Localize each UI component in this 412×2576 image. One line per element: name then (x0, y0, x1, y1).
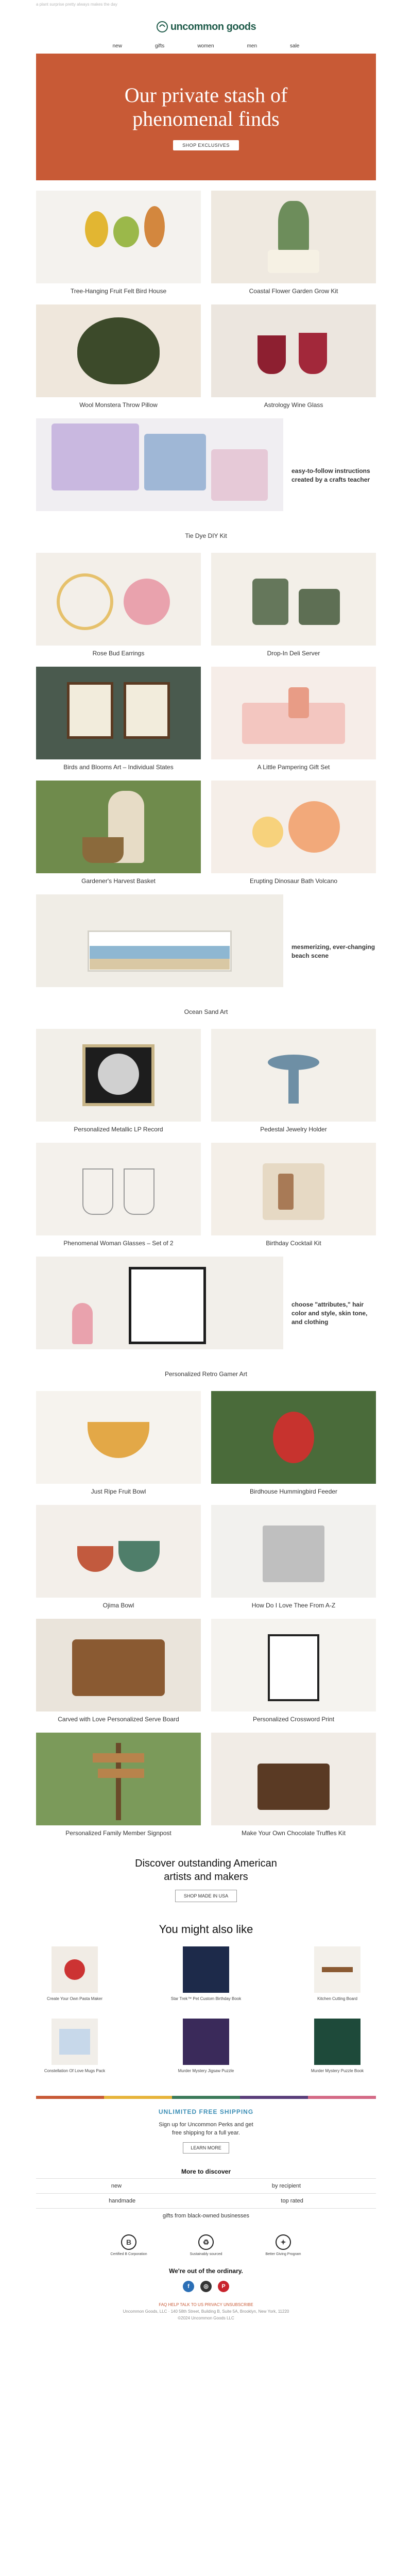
nav-women[interactable]: women (197, 43, 214, 49)
badges (0, 2234, 412, 2257)
product-tile[interactable] (36, 553, 201, 667)
product-row (36, 1143, 376, 1257)
instagram-icon[interactable]: ◎ (200, 2281, 212, 2292)
nav-new[interactable]: new (112, 43, 122, 49)
more-to-discover (36, 2165, 376, 2223)
recommendation-item[interactable]: Kitchen Cutting Board (299, 1946, 376, 2008)
product-tile[interactable] (36, 1619, 201, 1733)
product-tile[interactable] (211, 191, 376, 304)
recommendation-item[interactable]: Murder Mystery Jigsaw Puzzle (167, 2019, 245, 2080)
product-title[interactable]: Wool Monstera Throw Pillow (79, 401, 158, 409)
product-title[interactable]: Personalized Metallic LP Record (74, 1126, 163, 1133)
feature-row (36, 1257, 376, 1370)
facebook-icon[interactable]: f (183, 2281, 194, 2292)
link-by-recipient[interactable]: by recipient (271, 2183, 301, 2189)
product-title[interactable]: Carved with Love Personalized Serve Board (58, 1716, 179, 1723)
feature-row (36, 418, 376, 532)
product-image-crossword-print[interactable] (211, 1619, 376, 1711)
hero-banner[interactable] (36, 54, 376, 180)
badge-sustainable: ♻ Sustainably sourced (183, 2234, 229, 2257)
product-title[interactable]: Personalized Family Member Signpost (65, 1829, 171, 1837)
top-nav (0, 41, 412, 54)
recommendation-item[interactable]: Create Your Own Pasta Maker (36, 1946, 113, 2008)
preheader: a plant surprise pretty always makes the day (36, 2, 117, 7)
color-stripe (36, 2096, 376, 2099)
product-title[interactable]: Erupting Dinosaur Bath Volcano (249, 877, 338, 885)
product-tile[interactable] (211, 1143, 376, 1257)
recommendation-row (36, 2019, 376, 2080)
learn-more-button[interactable]: LEARN MORE (183, 2142, 229, 2154)
product-tile[interactable] (36, 1733, 201, 1846)
product-title[interactable]: A Little Pampering Gift Set (257, 764, 330, 771)
product-image-woman-glasses[interactable] (36, 1143, 201, 1235)
product-image-harvest-basket[interactable] (36, 781, 201, 873)
product-title[interactable]: Rose Bud Earrings (92, 650, 145, 657)
product-image-monstera-pillow[interactable] (36, 304, 201, 397)
more-row (36, 2178, 376, 2193)
product-tile[interactable] (211, 1619, 376, 1733)
product-image-dino-volcano[interactable] (211, 781, 376, 873)
product-row (36, 1391, 376, 1505)
product-title[interactable]: How Do I Love Thee From A-Z (251, 1602, 336, 1609)
product-image-jewelry-holder[interactable] (211, 1029, 376, 1122)
product-image-fruit-bowl[interactable] (36, 1391, 201, 1484)
link-black-owned[interactable]: gifts from black-owned businesses (162, 2213, 250, 2219)
product-image-rose-earrings[interactable] (36, 553, 201, 646)
product-row (36, 1619, 376, 1733)
product-row (36, 1505, 376, 1619)
product-title[interactable]: Birthday Cocktail Kit (266, 1240, 321, 1247)
product-tile[interactable] (36, 191, 201, 304)
product-row (36, 667, 376, 781)
feature-row (36, 894, 376, 1008)
product-image-love-a-z[interactable] (211, 1505, 376, 1598)
product-tile[interactable] (211, 553, 376, 667)
product-row (36, 1029, 376, 1143)
b-corp-icon: B (121, 2234, 136, 2250)
nav-gifts[interactable]: gifts (154, 43, 165, 49)
product-image-pampering-set[interactable] (211, 667, 376, 759)
shipping-title: UNLIMITED FREE SHIPPING (158, 2108, 254, 2115)
product-tile[interactable] (211, 1505, 376, 1619)
recommendation-item[interactable]: Star Trek™ Pet Custom Birthday Book (167, 1946, 245, 2008)
feature-description: choose "attributes," hair color and style, skin tone, and clothing (291, 1301, 368, 1326)
shipping-text: Sign up for Uncommon Perks and get free shipping for a full year. (159, 2122, 253, 2136)
more-row (36, 2208, 376, 2223)
product-title[interactable]: Birds and Blooms Art – Individual States (63, 764, 174, 771)
tagline: We're out of the ordinary. (169, 2267, 243, 2275)
product-image-retro-gamer-art[interactable] (36, 1257, 283, 1349)
product-title[interactable]: Drop-In Deli Server (267, 650, 320, 657)
product-title[interactable]: Astrology Wine Glass (264, 401, 323, 409)
shipping-promo (0, 2108, 412, 2154)
product-tile[interactable] (36, 667, 201, 781)
product-title[interactable]: Personalized Crossword Print (252, 1716, 335, 1723)
footer-copyright: ©2024 Uncommon Goods LLC (178, 2316, 234, 2320)
more-title: More to discover (181, 2168, 231, 2175)
product-tile[interactable] (36, 1143, 201, 1257)
footer-links[interactable]: FAQ HELP TALK TO US PRIVACY UNSUBSCRIBE (159, 2302, 253, 2307)
brand-name: uncommon goods (170, 21, 256, 32)
product-tile[interactable] (211, 1733, 376, 1846)
recommendation-item[interactable]: Constellation Of Love Mugs Pack (36, 2019, 113, 2080)
product-image-fruit-birdhouse[interactable] (36, 191, 201, 283)
product-image-astrology-glass[interactable] (211, 304, 376, 397)
product-tile[interactable] (36, 304, 201, 418)
product-tile[interactable] (211, 667, 376, 781)
giving-icon: ✦ (276, 2234, 291, 2250)
product-title[interactable]: Tree-Hanging Fruit Felt Bird House (70, 287, 167, 295)
discover-title: Discover outstanding American artists and makers (135, 1858, 277, 1883)
product-row (36, 1733, 376, 1846)
recommendation-row (36, 1946, 376, 2008)
logo[interactable] (0, 12, 412, 41)
product-image-ocean-sand-art[interactable] (36, 894, 283, 987)
product-title[interactable]: Ojima Bowl (102, 1602, 134, 1609)
feature-description: mesmerizing, ever-changing beach scene (291, 943, 375, 959)
product-image-truffles-kit[interactable] (211, 1733, 376, 1825)
badge-giving: ✦ Better Giving Program (260, 2234, 306, 2257)
recycle-icon: ♻ (198, 2234, 214, 2250)
nav-men[interactable]: men (247, 43, 258, 49)
recommendations-title: You might also like (159, 1923, 253, 1936)
discover-section (36, 1857, 376, 1902)
nav-sale[interactable]: sale (290, 43, 300, 49)
product-title[interactable]: Pedestal Jewelry Holder (260, 1126, 327, 1133)
badge-b-corp: B Certified B Corporation (106, 2234, 152, 2257)
product-title[interactable]: Coastal Flower Garden Grow Kit (249, 287, 338, 295)
product-tile[interactable] (211, 1391, 376, 1505)
product-title[interactable]: Tie Dye DIY Kit (185, 532, 227, 539)
product-title[interactable]: Personalized Retro Gamer Art (164, 1370, 248, 1378)
product-title[interactable]: Just Ripe Fruit Bowl (91, 1488, 146, 1495)
shop-made-in-usa-button[interactable]: SHOP MADE IN USA (175, 1890, 237, 1902)
product-image-lp-record[interactable] (36, 1029, 201, 1122)
link-new[interactable]: new (111, 2183, 122, 2189)
product-image-deli-server[interactable] (211, 553, 376, 646)
product-image-tie-dye-kit[interactable] (36, 418, 283, 511)
product-image-flower-grow-kit[interactable] (211, 191, 376, 283)
product-tile[interactable] (211, 304, 376, 418)
product-row (36, 191, 376, 304)
product-row (36, 304, 376, 418)
link-handmade[interactable]: handmade (109, 2198, 136, 2204)
product-image-birds-blooms[interactable] (36, 667, 201, 759)
product-title[interactable]: Make Your Own Chocolate Truffles Kit (242, 1829, 346, 1837)
product-title[interactable]: Birdhouse Hummingbird Feeder (249, 1488, 338, 1495)
product-image-cocktail-kit[interactable] (211, 1143, 376, 1235)
pinterest-icon[interactable]: P (218, 2281, 229, 2292)
more-row (36, 2193, 376, 2208)
product-tile[interactable] (36, 1391, 201, 1505)
shop-exclusives-button[interactable]: SHOP EXCLUSIVES (173, 140, 239, 150)
product-title[interactable]: Gardener's Harvest Basket (81, 877, 156, 885)
product-title[interactable]: Ocean Sand Art (184, 1008, 228, 1015)
footer-address: Uncommon Goods, LLC · 140 58th Street, Building B, Suite 5A, Brooklyn, New York, 11220 (123, 2309, 289, 2314)
social-links (0, 2281, 412, 2292)
recommendations (36, 1923, 376, 2080)
product-image-hummingbird-feeder[interactable] (211, 1391, 376, 1484)
footer (0, 2301, 412, 2332)
product-row (36, 553, 376, 667)
product-tile[interactable] (36, 781, 201, 894)
product-tile[interactable] (211, 781, 376, 894)
hero-title: Our private stash of phenomenal finds (124, 83, 288, 130)
product-image-serve-board[interactable] (36, 1619, 201, 1711)
product-tile[interactable] (36, 1505, 201, 1619)
product-row (36, 781, 376, 894)
product-tile[interactable] (211, 1029, 376, 1143)
logo-mark-icon (156, 21, 168, 33)
product-tile[interactable] (36, 1029, 201, 1143)
feature-description: easy-to-follow instructions created by a crafts teacher (291, 467, 370, 483)
product-image-signpost[interactable] (36, 1733, 201, 1825)
link-top-rated[interactable]: top rated (281, 2198, 303, 2204)
product-image-ojima-bowl[interactable] (36, 1505, 201, 1598)
product-title[interactable]: Phenomenal Woman Glasses – Set of 2 (63, 1240, 174, 1247)
recommendation-item[interactable]: Murder Mystery Puzzle Book (299, 2019, 376, 2080)
